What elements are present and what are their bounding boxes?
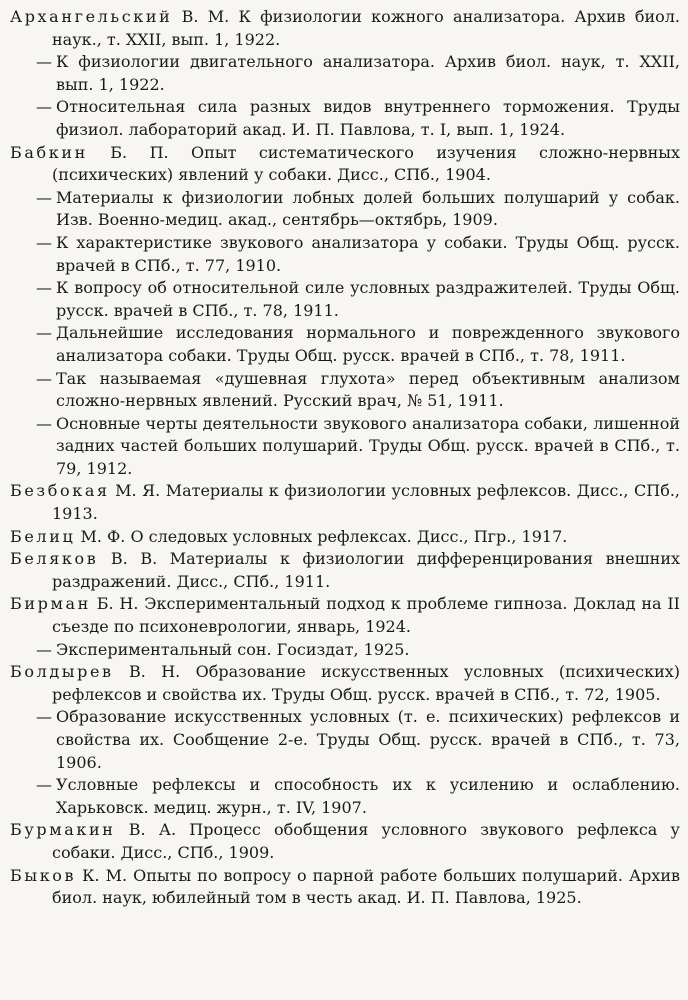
- entry-author: Белиц: [10, 526, 76, 546]
- bibliography-subentry: [6, 368, 680, 413]
- bibliography-subentry: [6, 96, 680, 141]
- entry-initials: В. Н.: [129, 662, 181, 682]
- entry-text: Материалы к физиологии условных рефлексов. Дисс., СПб., 1913.: [52, 481, 680, 524]
- entry-author: Бурмакин: [10, 820, 116, 840]
- bibliography-entry: [6, 480, 680, 525]
- entry-dash: —: [36, 97, 52, 117]
- bibliography-subentry: [6, 413, 680, 481]
- entry-dash: —: [36, 707, 52, 727]
- bibliography-entry: [6, 865, 680, 910]
- entry-initials: М. Ф.: [80, 526, 126, 546]
- entry-initials: Б. П.: [110, 142, 169, 162]
- entry-text: К физиологии двигательного анализатора. Архив биол. наук, т. XXII, вып. 1, 1922.: [56, 52, 680, 94]
- entry-text: Образование искусственных условных (психических) рефлексов и свойства их. Труды Общ. русск. врачей в СПб., т. 72, 1905.: [52, 662, 680, 704]
- bibliography-subentry: [6, 706, 680, 774]
- bibliography-subentry: [6, 232, 680, 277]
- entry-initials: В. А.: [128, 820, 177, 840]
- entry-dash: —: [36, 775, 52, 795]
- entry-text: Опыт систематического изучения сложно-нервных (психических) явлений у собаки. Дисс., СПб., 1904.: [52, 142, 681, 185]
- entry-initials: В. В.: [110, 549, 158, 569]
- entry-dash: —: [36, 187, 52, 207]
- entry-text: Процесс обобщения условного звукового рефлекса у собаки. Дисс., СПб., 1909.: [52, 820, 680, 862]
- bibliography-entry: [6, 6, 680, 51]
- entry-text: Образование искусственных условных (т. е. психических) рефлексов и свойства их. Сообщение 2-е. Труды Общ. русск. врачей в СПб., т. 73, 1906.: [56, 707, 680, 772]
- entry-initials: К. М.: [82, 865, 128, 885]
- entry-text: Условные рефлексы и способность их к усилению и ослаблению. Харьковск. медиц. журн., т. IV, 1907.: [56, 775, 680, 817]
- entry-text: Опыты по вопросу о парной работе больших полушарий. Архив биол. наук, юбилейный том в честь акад. И. П. Павлова, 1925.: [52, 865, 681, 908]
- entry-dash: —: [36, 232, 52, 252]
- bibliography-subentry: [6, 774, 680, 819]
- entry-author: Болдырев: [10, 662, 114, 682]
- entry-dash: —: [36, 278, 52, 298]
- entry-text: Относительная сила разных видов внутреннего торможения. Труды физиол. лабораторий акад. И. П. Павлова, т. I, вып. 1, 1924.: [56, 97, 680, 139]
- entry-author: Быков: [10, 865, 77, 885]
- bibliography-entry: [6, 142, 680, 187]
- bibliography-subentry: [6, 51, 680, 96]
- entry-dash: —: [36, 413, 52, 433]
- entry-dash: —: [36, 52, 52, 72]
- entry-author: Архангельский: [10, 7, 173, 26]
- entry-author: Бирман: [10, 594, 91, 614]
- bibliography-entry: [6, 526, 680, 549]
- entry-dash: —: [36, 639, 52, 659]
- entry-dash: —: [36, 368, 52, 388]
- entry-author: Беляков: [10, 549, 99, 569]
- entry-author: Безбокая: [10, 481, 110, 501]
- bibliography-entry: [6, 661, 680, 706]
- entry-text: Материалы к физиологии лобных долей больших полушарий у собак. Изв. Военно-медиц. акад., сентябрь—октябрь, 1909.: [56, 187, 680, 230]
- entry-initials: Б. Н.: [96, 594, 139, 614]
- entry-text: О следовых условных рефлексах. Дисс., Пгр., 1917.: [130, 526, 568, 546]
- bibliography-subentry: [6, 322, 680, 367]
- entry-text: Экспериментальный подход к проблеме гипноза. Доклад на II съезде по психоневрологии, январь, 1924.: [52, 594, 680, 637]
- entry-dash: —: [36, 323, 52, 343]
- bibliography-list: [6, 6, 680, 910]
- entry-text: Основные черты деятельности звукового анализатора собаки, лишенной задних частей больших полушарий. Труды Общ. русск. врачей в СПб., т. 79, 1912.: [56, 413, 680, 478]
- entry-text: Дальнейшие исследования нормального и поврежденного звукового анализатора собаки. Труды Общ. русск. врачей в СПб., т. 78, 1911.: [56, 323, 680, 365]
- bibliography-subentry: [6, 187, 680, 232]
- entry-initials: М. Я.: [115, 481, 161, 501]
- bibliography-subentry: [6, 639, 680, 662]
- entry-text: Экспериментальный сон. Госиздат, 1925.: [56, 639, 410, 659]
- entry-text: К вопросу об относительной силе условных раздражителей. Труды Общ. русск. врачей в СПб., т. 78, 1911.: [56, 278, 680, 320]
- bibliography-entry: [6, 593, 680, 638]
- entry-text: Так называемая «душевная глухота» перед объективным анализом сложно-нервных явлений. Русский врач, № 51, 1911.: [56, 368, 680, 411]
- entry-text: К характеристике звукового анализатора у собаки. Труды Общ. русск. врачей в СПб., т. 77, 1910.: [56, 232, 680, 275]
- entry-author: Бабкин: [10, 142, 88, 162]
- bibliography-entry: [6, 548, 680, 593]
- entry-text: Материалы к физиологии дифференцирования внешних раздражений. Дисс., СПб., 1911.: [52, 549, 681, 591]
- bibliography-subentry: [6, 277, 680, 322]
- entry-text: К физиологии кожного анализатора. Архив биол. наук., т. XXII, вып. 1, 1922.: [52, 7, 680, 49]
- bibliography-entry: [6, 819, 680, 864]
- entry-initials: В. М.: [181, 7, 230, 26]
